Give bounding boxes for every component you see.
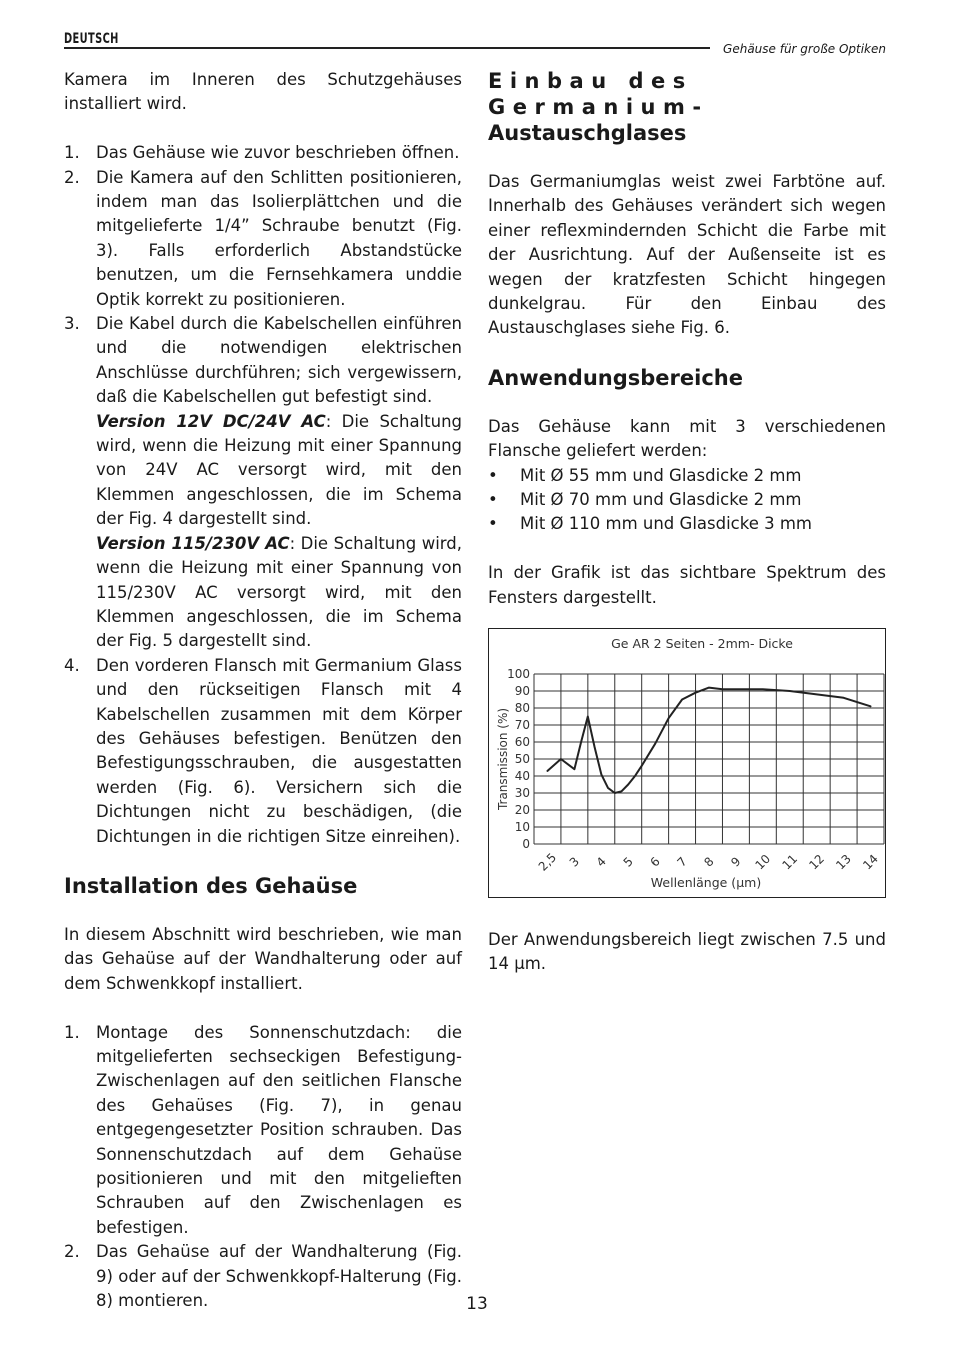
step-number: 1. [64, 1022, 80, 1042]
step-text: Den vorderen Flansch mit Germanium Glass und den rückseitigen Flansch mit 4 Kabelschellen zusammen mit dem Körper des Gehäuses befestigen. Benützen den Befestigungsschrauben, die ausgestatten werden (Fig. 6). Versichern sich die Dichtungen nicht zu beschädigen, (die Dichtungen in die richtigen Sitze einreihen). [96, 655, 462, 846]
list-item [64, 141, 462, 165]
header-title: Gehäuse für große Optiken [723, 42, 886, 56]
y-tick-label: 60 [514, 735, 530, 750]
step-text: Das Gehaüse auf der Wandhalterung (Fig. 9) oder auf der Schwenkkopf-Halterung (Fig. 8) montieren. [96, 1242, 462, 1311]
x-tick-label: 14 [860, 851, 881, 873]
anwendung-heading: Anwendungsbereiche [488, 365, 743, 390]
y-tick-label: 20 [514, 803, 530, 818]
germanium-heading-line1: Einbau des Germanium- [488, 69, 709, 119]
y-tick-label: 0 [522, 837, 530, 852]
camera-steps [64, 141, 462, 849]
x-tick-label: 13 [833, 851, 854, 873]
list-item [64, 654, 462, 849]
x-tick-label: 7 [674, 854, 690, 870]
y-tick-label: 30 [514, 786, 530, 801]
version-12-text: : Die Schaltung wird, wenn die Heizung mit einer Spannung von 24V AC versorgt wird, mit den Klemmen angeschlossen, die im Schema der Fig. 4 dargestellt sind. [96, 411, 463, 529]
bullet-text: Mit Ø 110 mm und Glasdicke 3 mm [520, 514, 812, 534]
header-rule [64, 47, 710, 49]
page-number: 13 [466, 1294, 488, 1314]
series-line-transmission [548, 688, 871, 793]
y-tick-label: 70 [514, 718, 530, 733]
bullet-icon: • [488, 514, 498, 534]
step-number: 2. [64, 1242, 80, 1262]
version-115-text: : Die Schaltung wird, wenn die Heizung mit einer Spannung von 115/230V AC versorgt wird, mit den Klemmen angeschlossen, die im Schema der Fig. 5 dargestellt sind. [96, 533, 462, 651]
chart-svg [489, 629, 887, 899]
version-12-paragraph [96, 410, 462, 532]
left-column [64, 68, 462, 1313]
step-text: Die Kamera auf den Schlitten positionieren, indem man das Isolierplättchen und die mitgelieferte 1/4” Schraube benutzt (Fig. 3). Falls erforderlich Abstandstücke benutzen, um die Fernsehkamera unddie Optik korrekt zu positionieren. [96, 167, 462, 309]
right-column [488, 68, 886, 977]
step-text: Die Kabel durch die Kabelschellen einführen und die notwendigen elektrischen Anschlüsse durchführen; sich vergewissern, daß die Kabelschellen gut befestigt sind. [96, 314, 462, 407]
anwendung-intro: Das Gehäuse kann mit 3 verschiedenen Flansche geliefert werden: [488, 416, 886, 461]
range-text: Der Anwendungsbereich liegt zwischen 7.5 und 14 µm. [488, 930, 886, 974]
y-tick-label: 50 [514, 752, 530, 767]
transmission-chart [488, 628, 886, 898]
x-tick-label: 10 [752, 851, 774, 873]
x-tick-label: 4 [593, 854, 609, 870]
y-axis-label: Transmission (%) [496, 708, 510, 811]
list-item [64, 312, 462, 654]
y-tick-label: 100 [507, 667, 530, 682]
y-tick-label: 80 [514, 701, 530, 716]
step-text: Das Gehäuse wie zuvor beschrieben öffnen. [96, 143, 460, 163]
x-tick-label: 3 [566, 854, 583, 870]
x-tick-label: 11 [779, 851, 801, 873]
germanium-text: Das Germaniumglas weist zwei Farbtöne auf. Innerhalb des Gehäuses verändert sich wegen einer reflexmindernden Schicht die Farbe mit der Ausrichtung. Auf der Außenseite ist es wegen der kratzfesten Schicht hingegen dunkelgrau. Für den Einbau des Austauschglases siehe Fig. 6. [488, 172, 886, 338]
x-tick-label: 5 [620, 854, 636, 870]
step-number: 1. [64, 143, 80, 163]
install-heading: Installation des Gehaüse [64, 873, 358, 898]
chart-title: Ge AR 2 Seiten - 2mm- Dicke [611, 636, 793, 652]
germanium-heading-line2: Austauschglases [488, 121, 687, 145]
version-12-label: Version 12V DC/24V AC [96, 411, 326, 431]
x-tick-label: 12 [806, 851, 828, 873]
list-item [488, 464, 886, 488]
list-item [64, 166, 462, 312]
header-language: DEUTSCH [64, 31, 119, 47]
step-number: 3. [64, 314, 80, 334]
install-steps [64, 1021, 462, 1314]
step-number: 4. [64, 655, 80, 675]
bullet-text: Mit Ø 70 mm und Glasdicke 2 mm [520, 490, 802, 510]
version-115-label: Version 115/230V AC [96, 533, 290, 553]
step-text: Montage des Sonnenschutzdach: die mitgelieferten sechseckigen Befestigung-Zwischenlagen auf den seitlichen Flansche des Gehaüses (Fig. 7), in genau entgegengesetzter Position schrauben. Das Sonnenschutzdach auf dem Gehaüse positionieren und mit den mitgelieften Schrauben auf den Zwischenlagen es befestigen. [96, 1022, 462, 1237]
x-tick-label: 9 [728, 854, 744, 870]
install-intro: In diesem Abschnitt wird beschrieben, wie man das Gehaüse auf der Wandhalterung oder auf dem Schwenkkopf installiert. [64, 924, 462, 993]
y-tick-label: 10 [514, 820, 530, 835]
intro-text: Kamera im Inneren des Schutzgehäuses installiert wird. [64, 70, 462, 114]
x-tick-label: 2,5 [535, 850, 560, 874]
list-item [64, 1021, 462, 1241]
y-tick-label: 90 [514, 684, 530, 699]
y-tick-label: 40 [514, 769, 530, 784]
grafik-text: In der Grafik ist das sichtbare Spektrum des Fensters dargestellt. [488, 563, 886, 607]
x-tick-label: 6 [647, 854, 663, 870]
version-115-paragraph [96, 532, 462, 654]
step-number: 2. [64, 167, 80, 187]
flange-list [488, 464, 886, 537]
list-item [488, 512, 886, 536]
bullet-icon: • [488, 490, 498, 510]
x-axis-label: Wellenlänge (µm) [650, 875, 762, 891]
list-item [488, 488, 886, 512]
x-tick-label: 8 [701, 854, 717, 870]
bullet-text: Mit Ø 55 mm und Glasdicke 2 mm [520, 465, 802, 485]
bullet-icon: • [488, 465, 498, 485]
